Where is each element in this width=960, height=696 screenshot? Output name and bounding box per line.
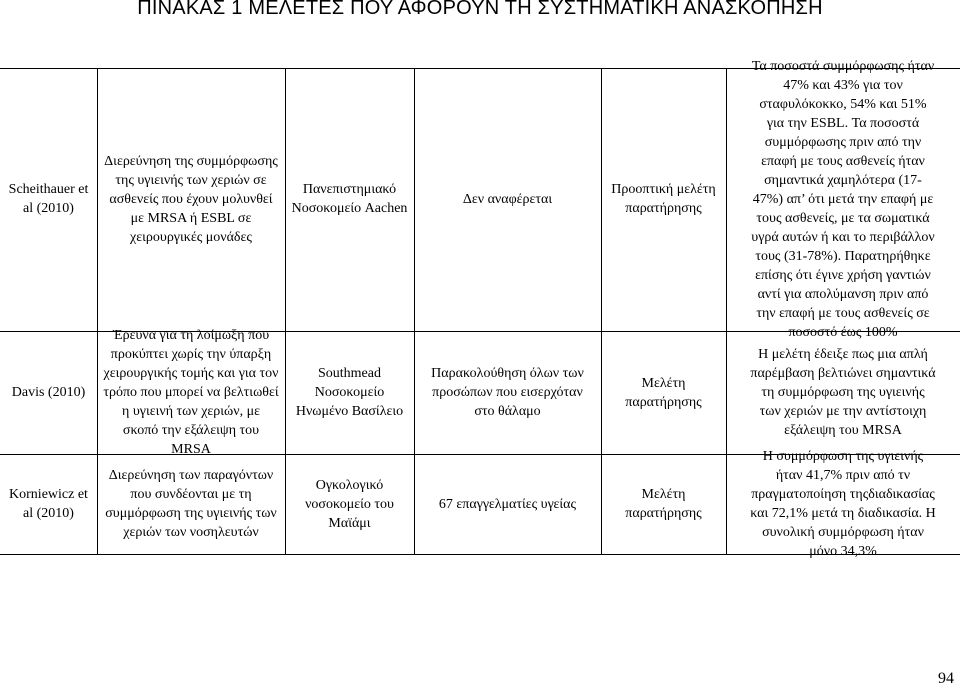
aim-cell: Έρευνα για τη λοίμωξη που προκύπτει χωρίς την ύπαρξη χειρουργικής τομής και για τον τρόπο που μπορεί να βελτιωθεί η υγιεινή των χεριών, με σκοπό την εξάλειψη του MRSA [103,328,279,457]
aim-cell: Διερεύνηση της συμμόρφωσης της υγιεινής των χεριών σε ασθενείς που έχουν μολυνθεί με MRSA ή ESBL σε χειρουργικές μονάδες [104,153,278,245]
sample-cell: Δεν αναφέρεται [462,191,553,207]
page-title: ΠΙΝΑΚΑΣ 1 ΜΕΛΕΤΕΣ ΠΟΥ ΑΦΟΡΟΥΝ ΤΗ ΣΥΣΤΗΜΑΤΙΚΗ ΑΝΑΣΚΟΠΗΣΗ [137,0,823,19]
setting-cell: Πανεπιστημιακό Νοσοκομείο Aachen [291,182,408,216]
results-cell: Η συμμόρφωση της υγιεινής ήταν 41,7% πριν από τν πραγματοποίηση τηςδιαδικασίας και 72,1% μετά τη διαδικασία. Η συνολική συμμόρφωση ήταν μόνο 34,3% [750,449,936,559]
sample-cell: 67 επαγγελματίες υγείας [438,496,577,512]
design-cell: Μελέτη παρατήρησης [625,375,702,410]
setting-cell: Ογκολογικό νοσοκομείο του Μαϊάμι [305,477,394,531]
study-cell: Korniewicz et al (2010) [9,487,88,521]
page-number: 94 [938,670,954,687]
design-cell: Μελέτη παρατήρησης [625,487,702,521]
study-cell: Scheithauer et al (2010) [8,182,89,216]
setting-cell: Southmead Νοσοκομείο Ηνωμένο Βασίλειο [295,366,404,419]
sample-cell: Παρακολούθηση όλων των προσώπων που εισερχόταν στο θάλαμο [431,366,584,419]
aim-cell: Διερεύνηση των παραγόντων που συνδέονται με τη συμμόρφωση της υγιεινής των χεριών των νοσηλευτών [105,468,277,540]
design-cell: Προοπτική μελέτη παρατήρησης [611,182,716,216]
results-cell: Τα ποσοστά συμμόρφωσης ήταν 47% και 43% για τον σταφυλόκοκκο, 54% και 51% για την ESBL. Τα ποσοστά συμμόρφωσης πριν από την επαφή με τους ασθενείς ήταν σημαντικά χαμηλότερα (17- 47%) απ’ ότι μετά την επαφή με τους ασθενείς, με τα σωματικά υγρά αυτών ή και το περιβάλλον τους (31-78%). Παρατηρήθηκε επίσης ότι έγινε χρήση γαντιών αντί για απολύμανση πριν από την επαφή με τους ασθενείς σε ποσοστό έως 100% [751,59,935,340]
results-cell: Η μελέτη έδειξε πως μια απλή παρέμβαση βελτιώνει σημαντικά τη συμμόρφωση της υγιεινής των χεριών με την αντίστοιχη εξάλειψη του MRSA [750,347,936,438]
study-cell: Davis (2010) [11,385,86,400]
